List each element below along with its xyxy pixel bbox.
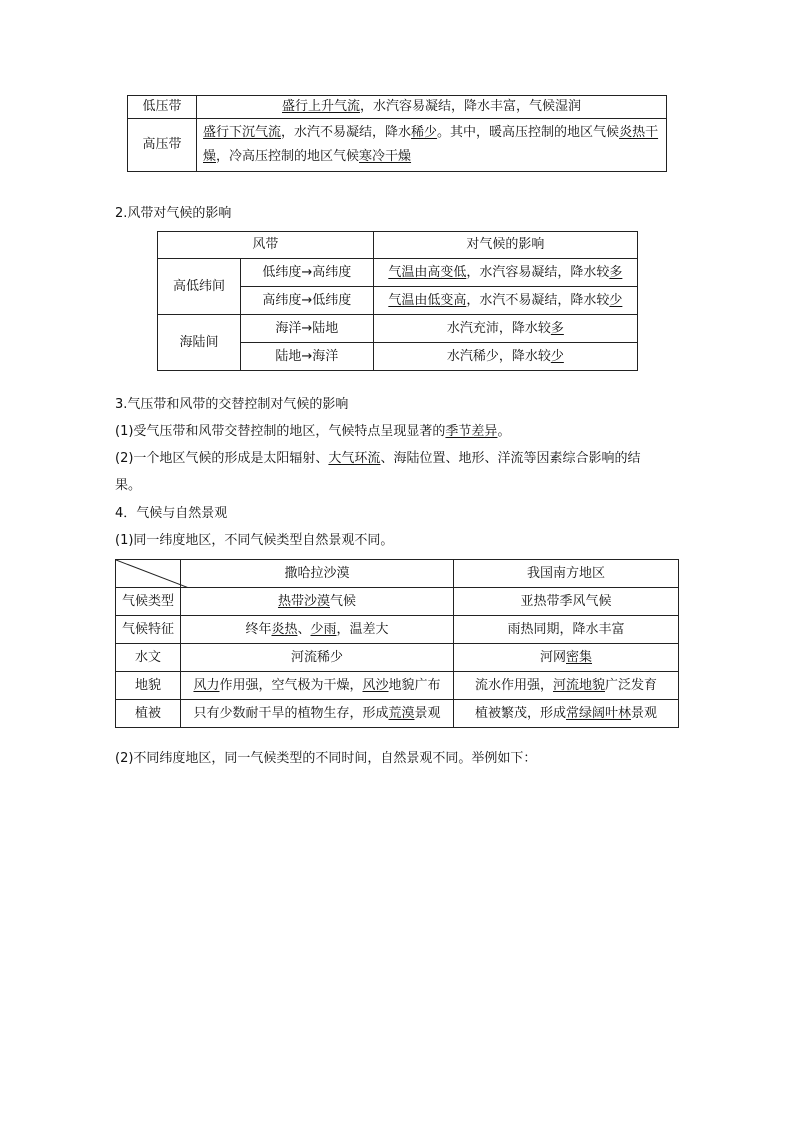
text-segment: 亚热带季风气候 <box>520 593 612 609</box>
underlined-text: 盛行上升气流 <box>281 99 360 114</box>
section-heading: 3.气压带和风带的交替控制对气候的影响 <box>115 397 349 412</box>
table-row <box>116 672 679 700</box>
text-segment: 河流稀少 <box>290 649 343 665</box>
effect-cell <box>373 287 637 315</box>
direction-cell: 低纬度→高纬度 <box>241 259 374 287</box>
south-china-cell <box>454 616 679 644</box>
sahara-cell <box>181 644 454 672</box>
text-segment: ，水汽容易凝结，降水丰富，气候湿润 <box>360 99 582 114</box>
text-segment: 、 <box>297 621 311 637</box>
text-segment: 广泛发育 <box>605 677 658 693</box>
south-china-cell <box>454 700 679 728</box>
sahara-cell <box>181 672 454 700</box>
wind-belt-table <box>157 231 638 371</box>
text-segment: 流水作用强， <box>474 677 553 693</box>
text-segment: 植被繁茂，形成 <box>474 705 566 721</box>
effect-cell <box>373 259 637 287</box>
diagonal-header-cell <box>116 560 181 588</box>
text-segment: 地貌广布 <box>388 677 441 693</box>
paragraph: (1)同一纬度地区，不同气候类型自然景观不同。 <box>115 533 394 548</box>
text-segment: ，冷高压控制的地区气候 <box>216 149 360 164</box>
text-segment: 雨热同期，降水丰富 <box>507 621 625 637</box>
sahara-cell <box>181 588 454 616</box>
table-row <box>116 644 679 672</box>
text-segment: ，水汽容易凝结，降水较 <box>466 264 610 280</box>
row-label: 高压带 <box>128 119 197 172</box>
text-segment: 作用强，空气极为干燥， <box>219 677 363 693</box>
text-segment: 、海陆位置、地形、洋流等因素综合影响的结 <box>380 451 641 466</box>
climate-landscape-table <box>115 559 679 728</box>
text-segment: (1)受气压带和风带交替控制的地区，气候特点呈现显著的 <box>115 424 446 439</box>
text-segment: 水汽稀少，降水较 <box>446 348 551 364</box>
south-china-cell <box>454 588 679 616</box>
sahara-cell <box>181 700 454 728</box>
paragraph: 果。 <box>115 478 142 493</box>
underlined-text: 稀少 <box>411 125 438 140</box>
underlined-text: 荒漠 <box>388 705 415 721</box>
underlined-text: 气温由高变低 <box>388 264 467 280</box>
underlined-text: 大气环流 <box>328 451 381 466</box>
row-content <box>197 96 667 119</box>
table-row <box>116 616 679 644</box>
underlined-text: 风力 <box>193 677 220 693</box>
table-row <box>128 96 667 119</box>
underlined-text: 密集 <box>566 649 593 665</box>
text-segment: 终年 <box>245 621 272 637</box>
section-heading: 4．气候与自然景观 <box>115 506 228 521</box>
paragraph: (2)不同纬度地区，同一气候类型的不同时间，自然景观不同。举例如下： <box>115 751 537 766</box>
text-segment: 。 <box>497 424 511 439</box>
table-header-row <box>158 232 638 259</box>
row-label: 气候特征 <box>116 616 181 644</box>
south-china-cell <box>454 644 679 672</box>
underlined-text: 热带沙漠 <box>277 593 330 609</box>
table-row <box>128 119 667 172</box>
text-segment: 景观 <box>631 705 658 721</box>
underlined-text: 寒冷干燥 <box>359 149 412 164</box>
table-row <box>116 588 679 616</box>
underlined-text: 少 <box>550 348 564 364</box>
text-segment: 河网 <box>539 649 566 665</box>
south-china-cell <box>454 672 679 700</box>
table-row <box>158 259 638 287</box>
table-row <box>116 700 679 728</box>
underlined-text: 盛行下沉气流 <box>203 125 282 140</box>
underlined-text: 风沙 <box>362 677 389 693</box>
underlined-text: 季节差异 <box>445 424 498 439</box>
row-label: 地貌 <box>116 672 181 700</box>
row-content <box>197 119 667 172</box>
pressure-belt-table <box>127 95 667 172</box>
group-label: 高低纬间 <box>158 259 241 315</box>
underlined-text: 少雨 <box>310 621 337 637</box>
underlined-text: 气温由低变高 <box>388 292 467 308</box>
text-segment: 气候 <box>330 593 357 609</box>
section-heading: 2.风带对气候的影响 <box>115 206 232 221</box>
underlined-text: 炎热 <box>271 621 298 637</box>
text-segment: ，温差大 <box>336 621 389 637</box>
row-label: 水文 <box>116 644 181 672</box>
column-header: 我国南方地区 <box>454 560 679 588</box>
table-row <box>158 315 638 343</box>
diagonal-line <box>116 560 189 588</box>
row-label: 气候类型 <box>116 588 181 616</box>
direction-cell: 陆地→海洋 <box>241 343 374 371</box>
column-header: 撒哈拉沙漠 <box>181 560 454 588</box>
group-label: 海陆间 <box>158 315 241 371</box>
underlined-text: 少 <box>609 292 623 308</box>
column-header: 风带 <box>158 232 374 259</box>
text-segment: 。其中，暖高压控制的地区气候 <box>437 125 620 140</box>
text-segment: (2)一个地区气候的形成是太阳辐射、 <box>115 451 329 466</box>
sahara-cell <box>181 616 454 644</box>
paragraph <box>115 421 510 443</box>
column-header: 对气候的影响 <box>373 232 637 259</box>
row-label: 低压带 <box>128 96 197 119</box>
text-segment: ，水汽不易凝结，降水 <box>281 125 412 140</box>
direction-cell: 高纬度→低纬度 <box>241 287 374 315</box>
text-segment: ，水汽不易凝结，降水较 <box>466 292 610 308</box>
effect-cell <box>373 315 637 343</box>
underlined-text: 河流地貌 <box>552 677 605 693</box>
underlined-text: 多 <box>609 264 623 280</box>
effect-cell <box>373 343 637 371</box>
underlined-text: 常绿阔叶林 <box>565 705 631 721</box>
row-label: 植被 <box>116 700 181 728</box>
table-header-row <box>116 560 679 588</box>
paragraph <box>115 448 640 470</box>
text-segment: 只有少数耐干旱的植物生存，形成 <box>193 705 389 721</box>
direction-cell: 海洋→陆地 <box>241 315 374 343</box>
underlined-text: 炎热干燥 <box>203 125 659 164</box>
text-segment: 水汽充沛，降水较 <box>446 320 551 336</box>
underlined-text: 多 <box>550 320 564 336</box>
text-segment: 景观 <box>414 705 441 721</box>
